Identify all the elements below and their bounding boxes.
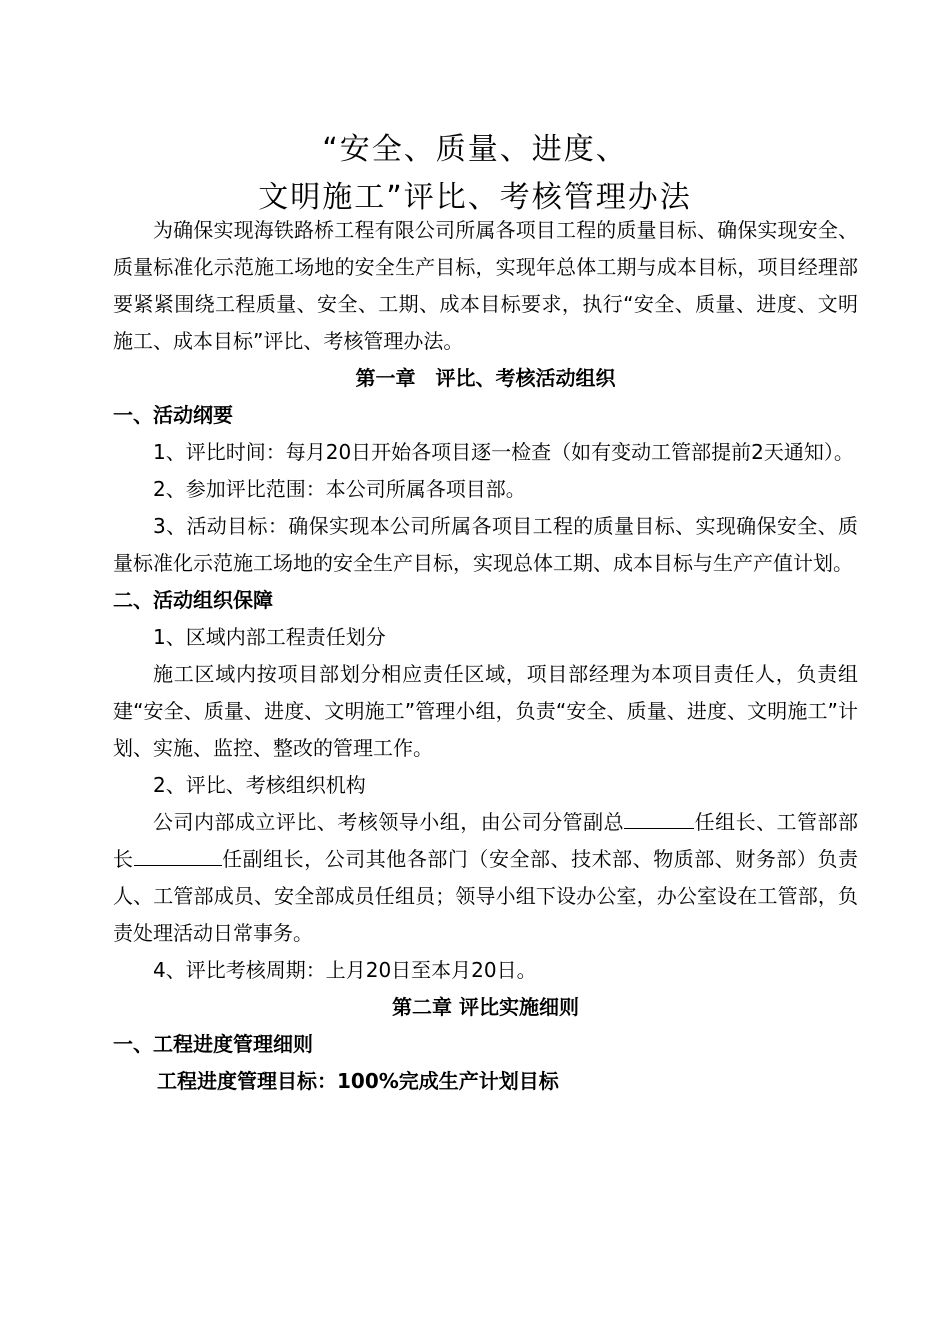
section-2-heading: 二、活动组织保障 [113,588,273,612]
item-1-1: 1、评比时间：每月20日开始各项目逐一检查（如有变动工管部提前2天通知）。 [153,440,854,464]
chapter-2-title: 第二章 评比实施细则 [392,995,579,1019]
item-2-1-title: 1、区域内部工程责任划分 [153,625,386,649]
blank-line-dept-head [134,843,222,866]
document-title-line-2: 文明施工”评比、考核管理办法 [258,180,692,215]
document-body [113,212,858,1100]
item-2-2-title: 2、评比、考核组织机构 [153,773,366,797]
item-1-2: 2、参加评比范围：本公司所属各项目部。 [153,477,526,501]
section-3-heading: 一、工程进度管理细则 [113,1032,313,1056]
section-1-heading: 一、活动纲要 [113,403,233,427]
progress-goal-line: 工程进度管理目标：100%完成生产计划目标 [157,1069,559,1093]
item-2-2-part-1: 公司内部成立评比、考核领导小组，由公司分管副总 [153,810,625,834]
item-2-2-part-3: 任副组长，公司其他各部门（安全部、技术部、物质部、财务部）负责人、工管部成员、安全部成员任组员；领导小组下设办公室，办公室设在工管部，负责处理活动日常事务。 [113,847,858,945]
blank-line-deputy-gm [624,806,694,829]
item-2-2-text [113,804,858,952]
intro-paragraph: 为确保实现海铁路桥工程有限公司所属各项目工程的质量目标、确保实现安全、质量标准化示范施工场地的安全生产目标，实现年总体工期与成本目标，项目经理部要紧紧围绕工程质量、安全、工期、成本目标要求，执行“安全、质量、进度、文明施工、成本目标”评比、考核管理办法。 [113,218,858,353]
item-1-3: 3、活动目标：确保实现本公司所属各项目工程的质量目标、实现确保安全、质量标准化示范施工场地的安全生产目标，实现总体工期、成本目标与生产产值计划。 [113,514,858,575]
chapter-1-title: 第一章 评比、考核活动组织 [355,366,616,390]
document-title-line-1: “安全、质量、进度、 [322,132,628,167]
item-2-4: 4、评比考核周期：上月20日至本月20日。 [153,958,537,982]
item-2-1-text: 施工区域内按项目部划分相应责任区域，项目部经理为本项目责任人，负责组建“安全、质量、进度、文明施工”管理小组，负责“安全、质量、进度、文明施工”计划、实施、监控、整改的管理工作。 [113,662,858,760]
item-2-2-part-2: 任组长、工管部部长 [113,810,859,871]
